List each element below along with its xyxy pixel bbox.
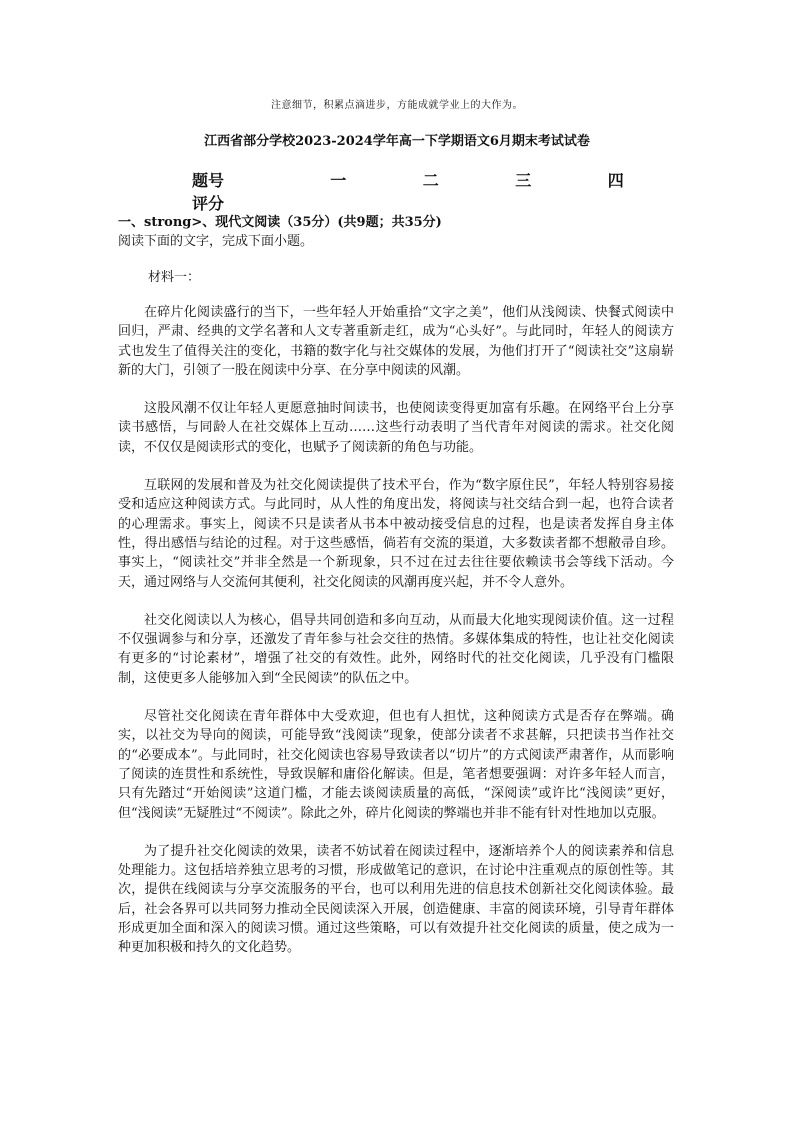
score-table	[192, 168, 662, 214]
passage-paragraph-5: 尽管社交化阅读在青年群体中大受欢迎，但也有人担忧，这种阅读方式是否存在弊端。确实，以社交为导向的阅读，可能导致“浅阅读”现象，使部分读者不求甚解，只把读书当作社交的“必要成本”。与此同时，社交化阅读也容易导致读者以“切片”的方式阅读严肃著作，从而影响了阅读的连贯性和系统性，导致误解和庸俗化解读。但是，笔者想要强调：对许多年轻人而言，只有先踏过“开始阅读”这道门槛，才能去谈阅读质量的高低，“深阅读”或许比“浅阅读”更好，但“浅阅读”无疑胜过“不阅读”。除此之外，碎片化阅读的弊端也并非不能有针对性地加以克服。	[118, 709, 674, 821]
header-motto: 注意细节，积累点滴进步，方能成就学业上的大作为。	[271, 100, 523, 111]
score-cell-4	[570, 191, 663, 214]
section-heading: 一、strong>、现代文阅读（35分）(共9题；共35分)	[118, 215, 442, 230]
column-1: 一	[330, 171, 347, 190]
score-table-header-row	[192, 168, 662, 191]
question-number-label: 题号	[192, 171, 225, 190]
column-4: 四	[607, 171, 624, 190]
passage-paragraph-3: 互联网的发展和普及为社交化阅读提供了技术平台，作为“数字原住民”，年轻人特别容易接受和适应这种阅读方式。与此同时，从人性的角度出发，将阅读与社交结合到一起，也符合读者的心理需求。事实上，阅读不只是读者从书本中被动接受信息的过程，也是读者发挥自身主体性，得出感悟与结论的过程。对于这些感悟，倘若有交流的渠道，大多数读者都不想敝帚自珍。事实上，“阅读社交”并非全然是一个新现象，只不过在过去往往要依赖读书会等线下活动。今天，通过网络与人交流何其便利，社交化阅读的风潮再度兴起，并不令人意外。	[118, 478, 674, 590]
column-2: 二	[422, 171, 439, 190]
score-cell-3	[477, 191, 570, 214]
section-instruction: 阅读下面的文字，完成下面小题。	[118, 234, 314, 249]
reading-passage	[118, 303, 674, 977]
score-label: 评分	[192, 194, 225, 213]
material-label: 材料一：	[148, 270, 201, 285]
column-3: 三	[515, 171, 532, 190]
passage-paragraph-1: 在碎片化阅读盛行的当下，一些年轻人开始重拾“文字之美”，他们从浅阅读、快餐式阅读中回归，严肃、经典的文学名著和人文专著重新走红，成为“心头好”。与此同时，年轻人的阅读方式也发生了值得关注的变化，书籍的数字化与社交媒体的发展，为他们打开了“阅读社交”这扇崭新的大门，引领了一股在阅读中分享、在分享中阅读的风潮。	[118, 305, 674, 378]
passage-paragraph-4: 社交化阅读以人为核心，倡导共同创造和多向互动，从而最大化地实现阅读价值。这一过程不仅强调参与和分享，还激发了青年参与社会交往的热情。多媒体集成的特性，也让社交化阅读有更多的“讨论素材”，增强了社交的有效性。此外，网络时代的社交化阅读，几乎没有门槛限制，这使更多人能够加入到“全民阅读”的队伍之中。	[118, 612, 674, 686]
passage-paragraph-2: 这股风潮不仅让年轻人更愿意抽时间读书，也使阅读变得更加富有乐趣。在网络平台上分享读书感悟，与同龄人在社交媒体上互动……这些行动表明了当代青年对阅读的需求。社交化阅读，不仅仅是阅读形式的变化，也赋予了阅读新的角色与功能。	[118, 401, 674, 455]
passage-paragraph-6: 为了提升社交化阅读的效果，读者不妨试着在阅读过程中，逐渐培养个人的阅读素养和信息处理能力。这包括培养独立思考的习惯，形成做笔记的意识，在讨论中注重观点的原创性等。其次，提供在线阅读与分享交流服务的平台，也可以利用先进的信息技术创新社交化阅读体验。最后，社会各界可以共同努力推动全民阅读深入开展，创造健康、丰富的阅读环境，引导青年群体形成更加全面和深入的阅读习惯。通过这些策略，可以有效提升社交化阅读的质量，使之成为一种更加积极和持久的文化趋势。	[118, 843, 674, 956]
exam-title: 江西省部分学校2023-2024学年高一下学期语文6月期末考试试卷	[204, 134, 590, 149]
